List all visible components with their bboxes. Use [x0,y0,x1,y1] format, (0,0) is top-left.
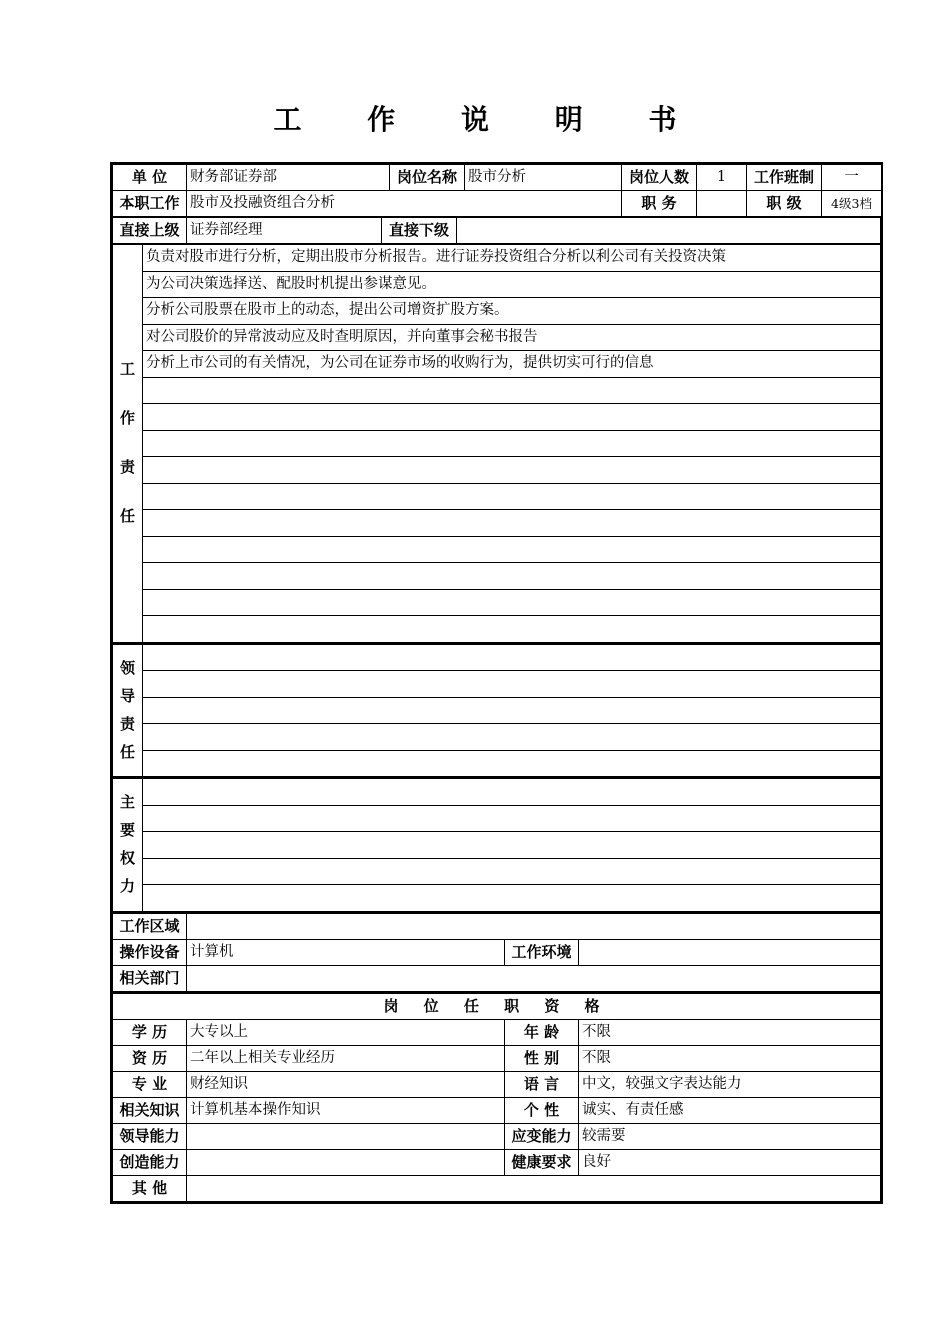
related-dept-value[interactable] [187,965,881,991]
experience-value[interactable]: 二年以上相关专业经历 [187,1045,505,1071]
responsibility-line-2[interactable]: 为公司决策选择送、配股时机提出参谋意见。 [143,271,881,298]
equipment-label: 操作设备 [113,939,187,965]
knowledge-value[interactable]: 计算机基本操作知识 [187,1097,505,1123]
gender-label: 性 别 [505,1045,579,1071]
gender-value[interactable]: 不限 [579,1045,881,1071]
personality-label: 个 性 [505,1097,579,1123]
duty-title-label: 职 务 [622,191,697,217]
header-row-2 [113,191,882,217]
authority-line[interactable] [143,805,881,832]
responsibility-line-empty[interactable] [143,616,881,643]
creativity-value[interactable] [187,1149,505,1175]
leadership-label-char: 责 [119,714,135,733]
leadership-label-char: 领 [119,658,135,677]
authority-label-char: 要 [119,821,135,840]
responsibilities-label-char: 任 [119,507,135,526]
grade-label: 职 级 [747,191,822,217]
work-env-label: 工作环境 [505,939,579,965]
responsibilities-label-char: 工 [119,360,135,379]
authority-label-char: 力 [119,877,135,896]
language-label: 语 言 [505,1071,579,1097]
personality-value[interactable]: 诚实、有责任感 [579,1097,881,1123]
authority-section [112,777,881,912]
duty-title-value[interactable] [697,191,747,217]
headcount-value[interactable]: 1 [697,165,747,191]
authority-label [113,778,143,911]
header-row-3 [113,218,881,244]
responsibility-line-empty[interactable] [143,563,881,590]
responsibilities-label [113,245,143,643]
shift-label: 工作班制 [747,165,822,191]
responsibility-line-5[interactable]: 分析上市公司的有关情况，为公司在证券市场的收购行为，提供切实可行的信息 [143,351,881,378]
leadership-label-char: 任 [119,742,135,761]
knowledge-label: 相关知识 [113,1097,187,1123]
responsibility-line-4[interactable]: 对公司股价的异常波动应及时查明原因，并向董事会秘书报告 [143,324,881,351]
adaptability-value[interactable]: 较需要 [579,1123,881,1149]
header-row-1 [113,165,882,191]
authority-line[interactable] [143,778,881,805]
authority-label-char: 权 [119,849,135,868]
health-value[interactable]: 良好 [579,1149,881,1175]
work-area-label: 工作区域 [113,913,187,940]
qualifications-section [112,992,881,1202]
superior-label: 直接上级 [113,218,187,244]
responsibility-line-empty[interactable] [143,536,881,563]
responsibility-line-empty[interactable] [143,510,881,537]
equipment-value[interactable]: 计算机 [187,939,505,965]
leadership-label-char: 导 [119,686,135,705]
responsibility-line-empty[interactable] [143,457,881,484]
leadership-section [112,643,881,778]
responsibilities-label-char: 责 [119,458,135,477]
leadership-ability-label: 领导能力 [113,1123,187,1149]
responsibility-line-1[interactable]: 负责对股市进行分析，定期出股市分析报告。进行证券投资组合分析以利公司有关投资决策 [143,245,881,272]
other-value[interactable] [187,1175,881,1201]
superior-table [112,217,881,244]
unit-value[interactable]: 财务部证券部 [187,165,390,191]
shift-value[interactable]: 一 [822,165,882,191]
responsibility-line-empty[interactable] [143,377,881,404]
work-env-value[interactable] [579,939,881,965]
responsibility-line-empty[interactable] [143,589,881,616]
grade-value[interactable]: 4级3档 [822,191,882,217]
leadership-ability-value[interactable] [187,1123,505,1149]
leadership-line[interactable] [143,697,881,724]
position-name-label: 岗位名称 [390,165,465,191]
responsibilities-section [112,244,881,643]
subordinate-label: 直接下级 [382,218,457,244]
education-label: 学 历 [113,1019,187,1045]
superior-value[interactable]: 证券部经理 [187,218,382,244]
leadership-line[interactable] [143,750,881,777]
authority-line[interactable] [143,885,881,912]
job-description-form [110,162,883,1204]
education-value[interactable]: 大专以上 [187,1019,505,1045]
subordinate-value[interactable] [457,218,881,244]
experience-label: 资 历 [113,1045,187,1071]
responsibility-line-empty[interactable] [143,430,881,457]
responsibilities-label-char: 作 [119,409,135,428]
responsibility-line-3[interactable]: 分析公司股票在股市上的动态，提出公司增资扩股方案。 [143,298,881,325]
unit-label: 单 位 [113,165,187,191]
leadership-line[interactable] [143,671,881,698]
age-label: 年 龄 [505,1019,579,1045]
authority-line[interactable] [143,858,881,885]
document-title: 工 作 说 明 书 [273,103,705,136]
leadership-line[interactable] [143,724,881,751]
major-label: 专 业 [113,1071,187,1097]
work-area-value[interactable] [187,913,881,940]
leadership-label [113,644,143,777]
leadership-line[interactable] [143,644,881,671]
adaptability-label: 应变能力 [505,1123,579,1149]
health-label: 健康要求 [505,1149,579,1175]
major-value[interactable]: 财经知识 [187,1071,505,1097]
other-label: 其 他 [113,1175,187,1201]
header-table [112,164,882,217]
qualifications-title: 岗 位 任 职 资 格 [113,993,881,1020]
job-value[interactable]: 股市及投融资组合分析 [187,191,622,217]
job-label: 本职工作 [113,191,187,217]
authority-line[interactable] [143,832,881,859]
responsibility-line-empty[interactable] [143,404,881,431]
responsibility-line-empty[interactable] [143,483,881,510]
headcount-label: 岗位人数 [622,165,697,191]
position-name-value[interactable]: 股市分析 [465,165,622,191]
related-dept-label: 相关部门 [113,965,187,991]
language-value[interactable]: 中文，较强文字表达能力 [579,1071,881,1097]
authority-label-char: 主 [119,793,135,812]
creativity-label: 创造能力 [113,1149,187,1175]
age-value[interactable]: 不限 [579,1019,881,1045]
environment-section [112,912,881,992]
